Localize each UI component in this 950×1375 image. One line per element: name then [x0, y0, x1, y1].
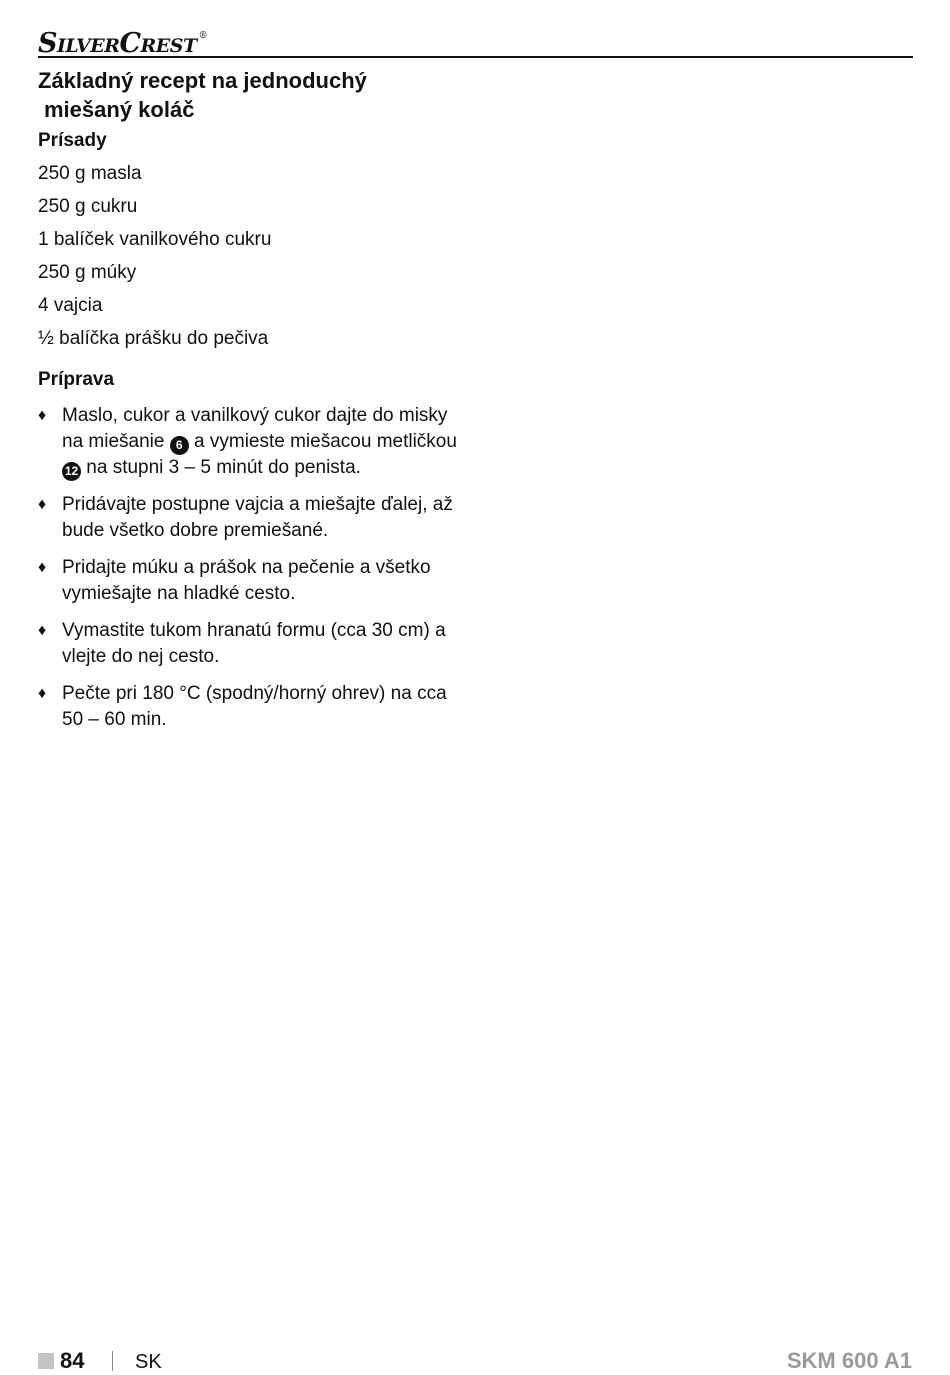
- diamond-bullet-icon: ♦: [38, 407, 47, 424]
- registered-mark: ®: [198, 31, 208, 41]
- ingredient-item: 250 g masla: [38, 163, 142, 184]
- footer-divider: [112, 1351, 113, 1371]
- recipe-title-line1: Základný recept na jednoduchý: [38, 68, 367, 93]
- step-text: Vymastite tukom hranatú formu (cca 30 cm) a vlejte do nej cesto.: [62, 620, 446, 667]
- preparation-steps: [38, 403, 468, 733]
- footer-square-icon: [38, 1353, 54, 1369]
- diamond-bullet-icon: ♦: [38, 685, 47, 702]
- ingredients-list: [38, 162, 468, 351]
- part-reference-badge: 12: [62, 462, 81, 481]
- diamond-bullet-icon: ♦: [38, 496, 47, 513]
- step-item: [38, 555, 468, 607]
- model-number: SKM 600 A1: [786, 1348, 912, 1373]
- ingredients-heading: Prísady: [38, 130, 107, 151]
- step-item: [38, 403, 468, 481]
- step-item: [38, 492, 468, 544]
- ingredient-item: 250 g cukru: [38, 196, 138, 217]
- step-item: [38, 681, 468, 733]
- step1-text-c: na stupni 3 – 5 minút do penista.: [86, 457, 361, 478]
- step-item: [38, 618, 468, 670]
- ingredient-item: ½ balíčka prášku do pečiva: [38, 328, 269, 349]
- step-text: Pridajte múku a prášok na pečenie a všetko vymiešajte na hladké cesto.: [62, 557, 431, 604]
- step-text: Pridávajte postupne vajcia a miešajte ďalej, až bude všetko dobre premiešané.: [62, 494, 453, 541]
- recipe-title-line2: miešaný koláč: [44, 97, 195, 122]
- preparation-heading: Príprava: [38, 369, 115, 390]
- diamond-bullet-icon: ♦: [38, 559, 47, 576]
- step-text: Pečte pri 180 °C (spodný/horný ohrev) na cca 50 – 60 min.: [62, 683, 447, 730]
- diamond-bullet-icon: ♦: [38, 622, 47, 639]
- step1-text-a: Maslo, cukor a vanilkový cukor dajte do misky na miešanie: [62, 405, 448, 452]
- brand-name: SilverCrest: [38, 28, 197, 59]
- part-reference-badge: 6: [170, 436, 189, 455]
- recipe-content: [38, 66, 468, 733]
- step1-text-b: a vymieste miešacou metličkou: [194, 431, 457, 452]
- header-rule: [38, 56, 913, 58]
- ingredient-item: 1 balíček vanilkového cukru: [38, 229, 272, 250]
- language-code: SK: [135, 1351, 162, 1373]
- ingredient-item: 250 g múky: [38, 262, 137, 283]
- ingredient-item: 4 vajcia: [38, 295, 103, 316]
- page-number: 84: [60, 1348, 85, 1373]
- recipe-title: [38, 66, 468, 124]
